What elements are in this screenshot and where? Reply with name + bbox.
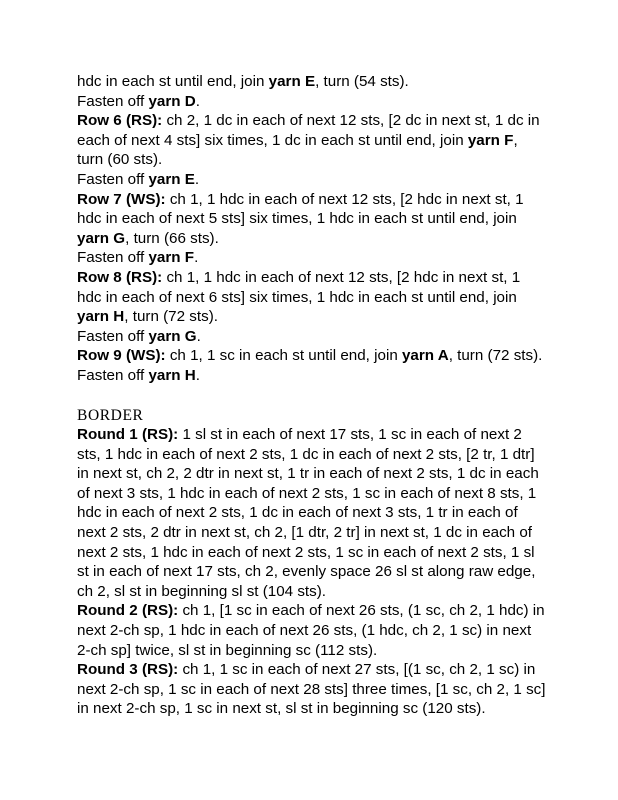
bold-text: Round 1 (RS):: [77, 426, 179, 444]
text-run: , turn (72 sts).: [448, 347, 543, 365]
text-run: ch 1, 1 sc in each of next 27 sts, [(1 sc, ch 2, 1 sc) in next 2-ch sp, 1 sc in each of next 28 sts] three times, [1 sc, ch 2, 1 sc] in next 2-ch sp, 1 sc in next st, sl st in beginning sc (120 sts).: [77, 661, 546, 718]
bold-text: yarn F: [148, 249, 195, 267]
text-run: ch 1, 1 hdc in each of next 12 sts, [2 hdc in next st, 1 hdc in each of next 6 sts] six times, 1 hdc in each st until end, join: [77, 268, 521, 306]
text-run: .: [196, 327, 201, 345]
paragraph: [77, 111, 547, 170]
paragraph: [77, 72, 547, 92]
text-run: 1 sl st in each of next 17 sts, 1 sc in each of next 2 sts, 1 hdc in each of next 2 sts, 1 dc in each of next 2 sts, [2 tr, 1 dtr] in next st, ch 2, 2 dtr in next st, 1 tr in each of next 2 sts, 1 dc in each of next 3 sts, 1 hdc in each of next 2 sts, 1 sc in each of next 8 sts, 1 hdc in each of next 2 sts, 1 dc in each of next 3 sts, 1 tr in each of next 2 sts, 2 dtr in next st, ch 2, [1 dtr, 2 tr] in next st, 1 dc in each of next 2 sts, 1 hdc in each of next 2 sts, 1 sc in each of next 2 sts, 1 sl st in each of next 17 sts, ch 2, evenly space 26 sl st along raw edge, ch 2, sl st in beginning sl st (104 sts).: [77, 426, 539, 600]
paragraph: [77, 346, 547, 366]
bold-text: yarn A: [401, 347, 449, 365]
text-run: .: [195, 92, 200, 110]
text-run: .: [194, 249, 199, 267]
bold-text: yarn H: [148, 366, 196, 384]
text-run: Fasten off: [77, 327, 149, 345]
document-content: [77, 72, 547, 719]
section-heading-border: BORDER: [77, 406, 144, 424]
text-run: ch 2, 1 dc in each of next 12 sts, [2 dc in next st, 1 dc in each of next 4 sts] six times, 1 dc in each st until end, join: [77, 112, 540, 149]
text-run: Fasten off: [77, 92, 149, 110]
paragraph: [77, 366, 547, 386]
text-run: Fasten off: [77, 366, 149, 384]
paragraph: [77, 660, 547, 719]
text-run: .: [195, 366, 200, 384]
paragraph: [77, 425, 547, 601]
text-run: ch 1, 1 hdc in each of next 12 sts, [2 hdc in next st, 1 hdc in each of next 5 sts] six times, 1 hdc in each st until end, join: [77, 190, 524, 228]
paragraph: [77, 170, 547, 190]
paragraph: [77, 268, 547, 327]
bold-text: yarn G: [148, 327, 197, 345]
bold-text: Round 2 (RS):: [77, 602, 179, 620]
bold-text: yarn G: [77, 229, 126, 247]
paragraph: [77, 190, 547, 249]
text-run: Fasten off: [77, 170, 149, 188]
text-run: Fasten off: [77, 249, 149, 267]
bold-text: yarn D: [148, 92, 196, 110]
bold-text: Row 9 (WS):: [77, 347, 166, 365]
bold-text: yarn E: [148, 170, 195, 188]
text-run: ch 1, 1 sc in each st until end, join: [165, 347, 402, 365]
paragraph: [77, 248, 547, 268]
text-run: , turn (72 sts).: [124, 308, 218, 326]
bold-text: yarn H: [77, 308, 125, 326]
text-run: ch 1, [1 sc in each of next 26 sts, (1 sc, ch 2, 1 hdc) in next 2-ch sp, 1 hdc in each of next 26 sts, (1 hdc, ch 2, 1 sc) in next 2-ch sp] twice, sl st in beginning sc (112 sts).: [77, 602, 545, 659]
bold-text: Round 3 (RS):: [77, 661, 179, 679]
text-run: , turn (60 sts).: [77, 131, 518, 169]
bold-text: Row 8 (RS):: [77, 268, 163, 286]
text-run: , turn (66 sts).: [125, 229, 219, 247]
bold-text: Row 7 (WS):: [77, 190, 166, 208]
rows-section: [77, 72, 547, 386]
bold-text: yarn E: [268, 73, 316, 90]
paragraph: [77, 601, 547, 660]
paragraph: [77, 327, 547, 347]
text-run: , turn (54 sts).: [315, 73, 409, 90]
paragraph: [77, 92, 547, 112]
bold-text: yarn F: [467, 131, 514, 149]
border-section: [77, 425, 547, 719]
text-run: .: [194, 170, 200, 188]
text-run: hdc in each st until end, join: [77, 73, 269, 90]
bold-text: Row 6 (RS):: [77, 112, 163, 130]
